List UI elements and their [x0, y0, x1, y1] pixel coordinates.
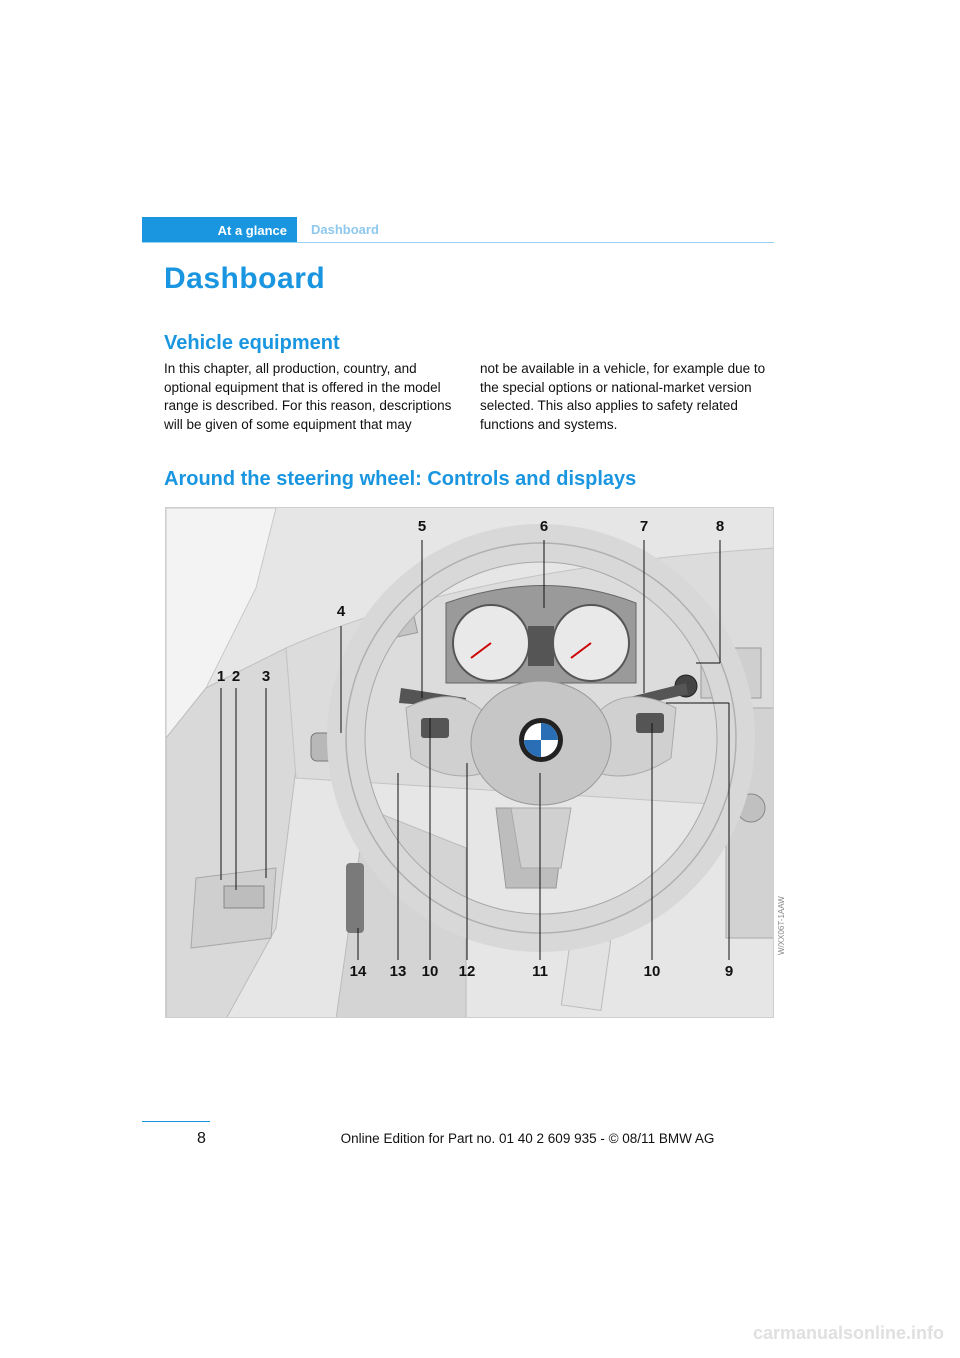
callout-10-right: 10	[643, 963, 661, 980]
callout-2: 2	[231, 668, 241, 685]
callout-10-left: 10	[421, 963, 439, 980]
callout-1: 1	[216, 668, 226, 685]
header-rule	[142, 242, 774, 243]
steering-wheel-heading: Around the steering wheel: Controls and displays	[164, 468, 637, 490]
figure-code: W/XX06T-1AAW	[777, 896, 786, 955]
footer-rule	[142, 1121, 210, 1122]
watermark: carmanualsonline.info	[752, 1323, 944, 1343]
callout-13: 13	[389, 963, 407, 980]
page-title: Dashboard	[164, 262, 326, 295]
callout-12: 12	[458, 963, 476, 980]
callout-4: 4	[336, 603, 346, 620]
steering-wheel-figure	[165, 507, 774, 1018]
page-number: 8	[197, 1130, 206, 1147]
callout-7: 7	[639, 518, 649, 535]
steering-wheel-illustration	[166, 508, 774, 1018]
callout-3: 3	[261, 668, 271, 685]
callout-5: 5	[417, 518, 427, 535]
callout-11: 11	[532, 963, 548, 980]
header-section-label: Dashboard	[311, 222, 379, 237]
header-chapter-tab: At a glance	[142, 217, 297, 243]
edition-notice: Online Edition for Part no. 01 40 2 609 935 - © 08/11 BMW AG	[340, 1131, 715, 1146]
vehicle-equipment-heading: Vehicle equipment	[164, 332, 340, 354]
vehicle-equipment-text-col2: not be available in a vehicle, for example due to the special options or national-market version selected. This also applies to safety related functions and systems.	[480, 361, 766, 432]
callout-9: 9	[724, 963, 734, 980]
callout-14: 14	[349, 963, 367, 980]
vehicle-equipment-text-col1: In this chapter, all production, country, and optional equipment that is offered in the model range is described. For this reason, descriptions will be given of some equipment that may	[164, 361, 452, 432]
callout-8: 8	[715, 518, 725, 535]
callout-6: 6	[539, 518, 549, 535]
